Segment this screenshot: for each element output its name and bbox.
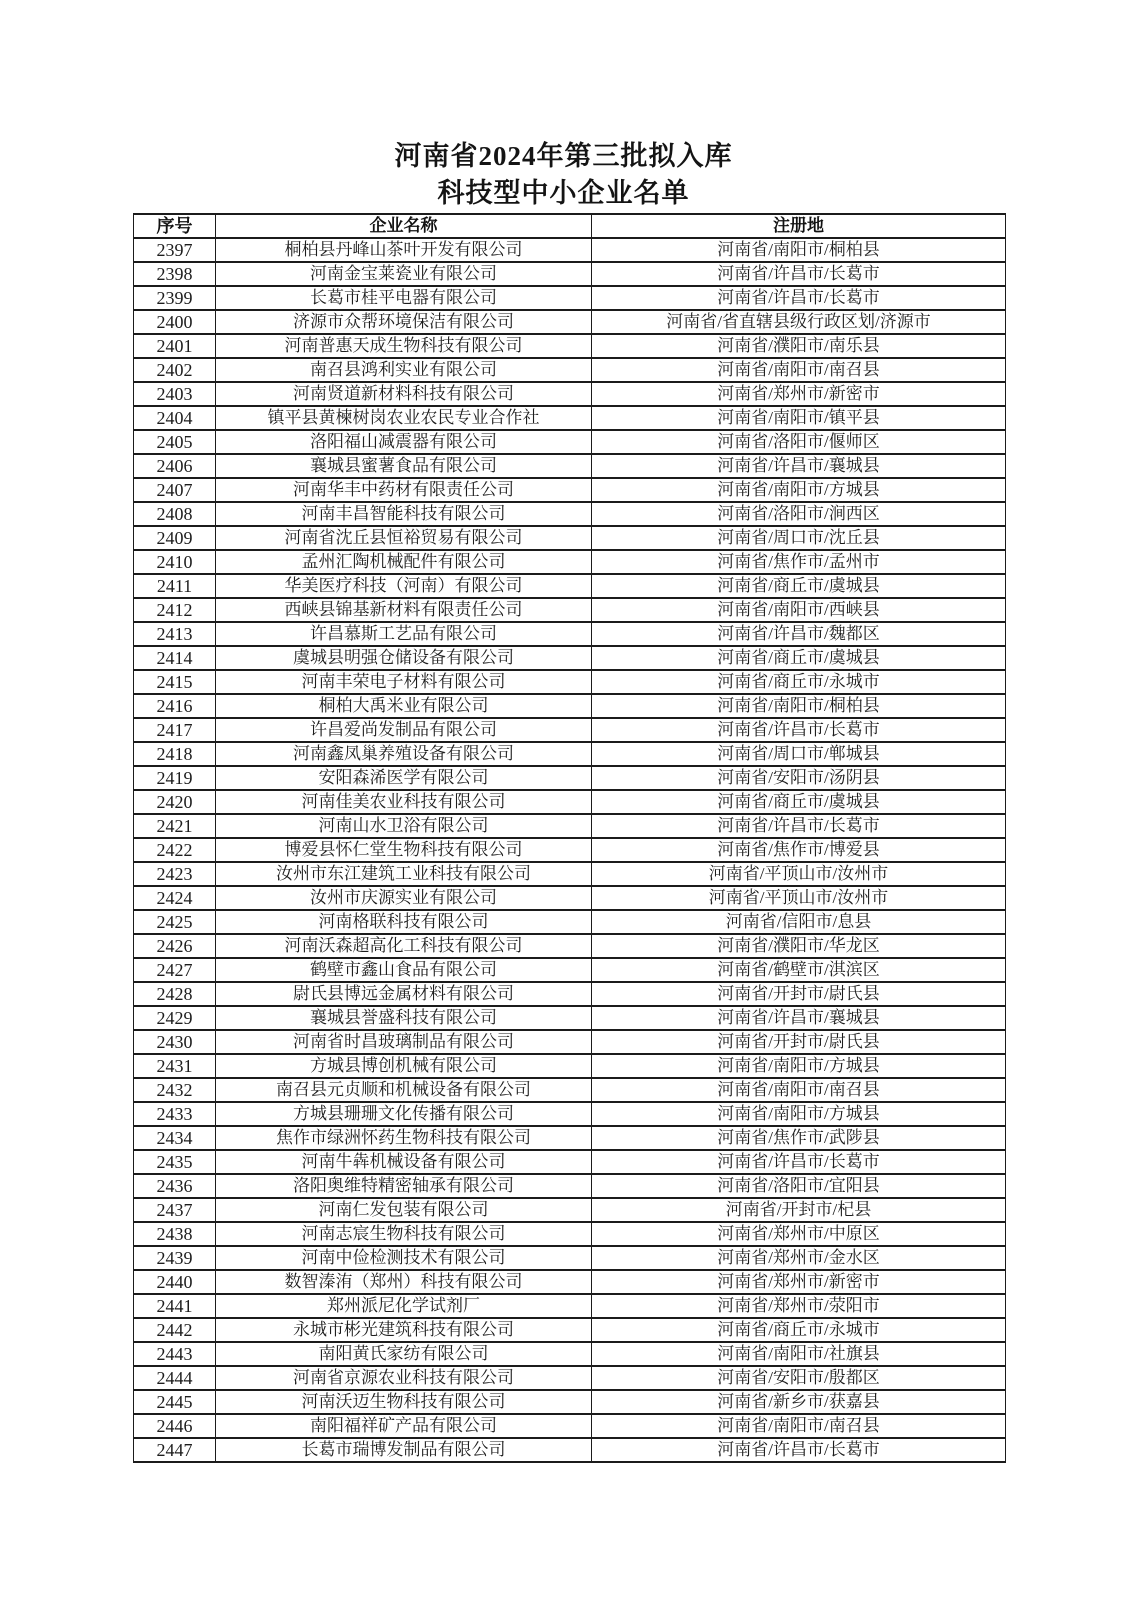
row-company-name: 华美医疗科技（河南）有限公司	[216, 574, 592, 598]
row-company-name: 洛阳福山减震器有限公司	[216, 430, 592, 454]
table-row	[134, 382, 1006, 406]
table-header-row	[134, 214, 1006, 238]
table-row	[134, 358, 1006, 382]
row-company-name: 数智溱洧（郑州）科技有限公司	[216, 1270, 592, 1294]
row-registration-location: 河南省/商丘市/虞城县	[592, 574, 1006, 598]
row-registration-location: 河南省/南阳市/方城县	[592, 478, 1006, 502]
row-company-name: 河南省沈丘县恒裕贸易有限公司	[216, 526, 592, 550]
row-registration-location: 河南省/郑州市/荥阳市	[592, 1294, 1006, 1318]
row-serial-number: 2416	[134, 694, 216, 718]
row-registration-location: 河南省/开封市/杞县	[592, 1198, 1006, 1222]
row-company-name: 河南贤道新材料科技有限公司	[216, 382, 592, 406]
row-company-name: 济源市众帮环境保洁有限公司	[216, 310, 592, 334]
row-registration-location: 河南省/商丘市/虞城县	[592, 646, 1006, 670]
company-list-table	[133, 213, 1006, 1463]
row-serial-number: 2441	[134, 1294, 216, 1318]
row-registration-location: 河南省/郑州市/新密市	[592, 382, 1006, 406]
row-company-name: 方城县博创机械有限公司	[216, 1054, 592, 1078]
row-registration-location: 河南省/周口市/郸城县	[592, 742, 1006, 766]
row-serial-number: 2414	[134, 646, 216, 670]
row-serial-number: 2436	[134, 1174, 216, 1198]
row-serial-number: 2410	[134, 550, 216, 574]
row-registration-location: 河南省/信阳市/息县	[592, 910, 1006, 934]
page-title-line1: 河南省2024年第三批拟入库	[394, 141, 733, 171]
row-serial-number: 2443	[134, 1342, 216, 1366]
row-registration-location: 河南省/濮阳市/南乐县	[592, 334, 1006, 358]
row-serial-number: 2428	[134, 982, 216, 1006]
table-body	[134, 238, 1006, 1462]
row-registration-location: 河南省/焦作市/武陟县	[592, 1126, 1006, 1150]
row-registration-location: 河南省/商丘市/永城市	[592, 1318, 1006, 1342]
row-serial-number: 2418	[134, 742, 216, 766]
row-serial-number: 2427	[134, 958, 216, 982]
table-row	[134, 1318, 1006, 1342]
table-row	[134, 646, 1006, 670]
row-company-name: 西峡县锦基新材料有限责任公司	[216, 598, 592, 622]
row-company-name: 汝州市东江建筑工业科技有限公司	[216, 862, 592, 886]
row-company-name: 南召县元贞顺和机械设备有限公司	[216, 1078, 592, 1102]
row-serial-number: 2420	[134, 790, 216, 814]
table-row	[134, 1414, 1006, 1438]
table-row	[134, 1342, 1006, 1366]
row-serial-number: 2411	[134, 574, 216, 598]
row-registration-location: 河南省/商丘市/永城市	[592, 670, 1006, 694]
row-registration-location: 河南省/南阳市/方城县	[592, 1054, 1006, 1078]
row-serial-number: 2407	[134, 478, 216, 502]
row-serial-number: 2417	[134, 718, 216, 742]
row-registration-location: 河南省/南阳市/南召县	[592, 358, 1006, 382]
row-company-name: 长葛市瑞博发制品有限公司	[216, 1438, 592, 1462]
table-row	[134, 1366, 1006, 1390]
row-serial-number: 2440	[134, 1270, 216, 1294]
row-registration-location: 河南省/商丘市/虞城县	[592, 790, 1006, 814]
row-company-name: 河南佳美农业科技有限公司	[216, 790, 592, 814]
table-row	[134, 622, 1006, 646]
table-row	[134, 886, 1006, 910]
row-serial-number: 2437	[134, 1198, 216, 1222]
row-serial-number: 2434	[134, 1126, 216, 1150]
table-row	[134, 550, 1006, 574]
table-row	[134, 286, 1006, 310]
row-registration-location: 河南省/许昌市/长葛市	[592, 718, 1006, 742]
table-row	[134, 838, 1006, 862]
row-registration-location: 河南省/濮阳市/华龙区	[592, 934, 1006, 958]
row-company-name: 河南志宸生物科技有限公司	[216, 1222, 592, 1246]
row-registration-location: 河南省/许昌市/长葛市	[592, 1438, 1006, 1462]
row-company-name: 许昌慕斯工艺品有限公司	[216, 622, 592, 646]
row-registration-location: 河南省/安阳市/汤阴县	[592, 766, 1006, 790]
row-serial-number: 2430	[134, 1030, 216, 1054]
row-company-name: 桐柏县丹峰山茶叶开发有限公司	[216, 238, 592, 262]
row-registration-location: 河南省/南阳市/镇平县	[592, 406, 1006, 430]
row-registration-location: 河南省/焦作市/博爱县	[592, 838, 1006, 862]
table-row	[134, 790, 1006, 814]
row-registration-location: 河南省/开封市/尉氏县	[592, 982, 1006, 1006]
row-registration-location: 河南省/许昌市/襄城县	[592, 454, 1006, 478]
table-row	[134, 454, 1006, 478]
row-registration-location: 河南省/省直辖县级行政区划/济源市	[592, 310, 1006, 334]
table-row	[134, 1174, 1006, 1198]
row-serial-number: 2444	[134, 1366, 216, 1390]
row-registration-location: 河南省/平顶山市/汝州市	[592, 886, 1006, 910]
row-serial-number: 2408	[134, 502, 216, 526]
row-serial-number: 2405	[134, 430, 216, 454]
row-serial-number: 2446	[134, 1414, 216, 1438]
row-serial-number: 2423	[134, 862, 216, 886]
row-registration-location: 河南省/郑州市/金水区	[592, 1246, 1006, 1270]
row-company-name: 河南牛犇机械设备有限公司	[216, 1150, 592, 1174]
row-serial-number: 2413	[134, 622, 216, 646]
row-registration-location: 河南省/南阳市/桐柏县	[592, 238, 1006, 262]
table-row	[134, 1054, 1006, 1078]
table-row	[134, 502, 1006, 526]
row-company-name: 镇平县黄楝树岗农业农民专业合作社	[216, 406, 592, 430]
table-row	[134, 1246, 1006, 1270]
row-company-name: 焦作市绿洲怀药生物科技有限公司	[216, 1126, 592, 1150]
table-row	[134, 1294, 1006, 1318]
row-company-name: 许昌爱尚发制品有限公司	[216, 718, 592, 742]
table-row	[134, 574, 1006, 598]
row-registration-location: 河南省/南阳市/方城县	[592, 1102, 1006, 1126]
row-serial-number: 2412	[134, 598, 216, 622]
row-registration-location: 河南省/许昌市/长葛市	[592, 1150, 1006, 1174]
row-company-name: 河南金宝莱瓷业有限公司	[216, 262, 592, 286]
row-registration-location: 河南省/许昌市/长葛市	[592, 814, 1006, 838]
row-company-name: 河南省时昌玻璃制品有限公司	[216, 1030, 592, 1054]
table-row	[134, 862, 1006, 886]
table-row	[134, 1438, 1006, 1462]
row-company-name: 河南鑫凤巢养殖设备有限公司	[216, 742, 592, 766]
row-company-name: 河南省京源农业科技有限公司	[216, 1366, 592, 1390]
table-row	[134, 406, 1006, 430]
row-serial-number: 2397	[134, 238, 216, 262]
row-company-name: 博爱县怀仁堂生物科技有限公司	[216, 838, 592, 862]
row-registration-location: 河南省/新乡市/获嘉县	[592, 1390, 1006, 1414]
row-serial-number: 2432	[134, 1078, 216, 1102]
table-row	[134, 694, 1006, 718]
row-serial-number: 2419	[134, 766, 216, 790]
row-company-name: 洛阳奥维特精密轴承有限公司	[216, 1174, 592, 1198]
row-company-name: 南阳黄氏家纺有限公司	[216, 1342, 592, 1366]
table-row	[134, 334, 1006, 358]
table-row	[134, 430, 1006, 454]
row-company-name: 虞城县明强仓储设备有限公司	[216, 646, 592, 670]
table-row	[134, 598, 1006, 622]
row-registration-location: 河南省/鹤壁市/淇滨区	[592, 958, 1006, 982]
row-company-name: 河南沃迈生物科技有限公司	[216, 1390, 592, 1414]
row-registration-location: 河南省/南阳市/南召县	[592, 1078, 1006, 1102]
row-serial-number: 2422	[134, 838, 216, 862]
table-row	[134, 238, 1006, 262]
row-serial-number: 2438	[134, 1222, 216, 1246]
row-company-name: 河南格联科技有限公司	[216, 910, 592, 934]
row-registration-location: 河南省/平顶山市/汝州市	[592, 862, 1006, 886]
row-company-name: 桐柏大禹米业有限公司	[216, 694, 592, 718]
row-registration-location: 河南省/安阳市/殷都区	[592, 1366, 1006, 1390]
table-row	[134, 1222, 1006, 1246]
table-row	[134, 1270, 1006, 1294]
row-serial-number: 2433	[134, 1102, 216, 1126]
table-row	[134, 1078, 1006, 1102]
table-row	[134, 1006, 1006, 1030]
table-row	[134, 262, 1006, 286]
row-serial-number: 2426	[134, 934, 216, 958]
table-row	[134, 742, 1006, 766]
page-title	[133, 138, 994, 212]
row-serial-number: 2425	[134, 910, 216, 934]
row-serial-number: 2442	[134, 1318, 216, 1342]
row-serial-number: 2402	[134, 358, 216, 382]
row-company-name: 河南丰昌智能科技有限公司	[216, 502, 592, 526]
row-registration-location: 河南省/南阳市/南召县	[592, 1414, 1006, 1438]
table-row	[134, 478, 1006, 502]
row-company-name: 尉氏县博远金属材料有限公司	[216, 982, 592, 1006]
header-serial-number: 序号	[134, 214, 216, 238]
row-serial-number: 2403	[134, 382, 216, 406]
row-company-name: 郑州派尼化学试剂厂	[216, 1294, 592, 1318]
table-row	[134, 1390, 1006, 1414]
table-row	[134, 934, 1006, 958]
row-registration-location: 河南省/洛阳市/偃师区	[592, 430, 1006, 454]
table-row	[134, 910, 1006, 934]
row-serial-number: 2398	[134, 262, 216, 286]
row-serial-number: 2404	[134, 406, 216, 430]
row-serial-number: 2424	[134, 886, 216, 910]
row-company-name: 河南中俭检测技术有限公司	[216, 1246, 592, 1270]
row-serial-number: 2429	[134, 1006, 216, 1030]
row-registration-location: 河南省/开封市/尉氏县	[592, 1030, 1006, 1054]
row-registration-location: 河南省/焦作市/孟州市	[592, 550, 1006, 574]
row-company-name: 孟州汇陶机械配件有限公司	[216, 550, 592, 574]
table-row	[134, 1126, 1006, 1150]
page-title-line2: 科技型中小企业名单	[437, 178, 690, 208]
row-registration-location: 河南省/许昌市/魏都区	[592, 622, 1006, 646]
table-row	[134, 718, 1006, 742]
row-registration-location: 河南省/南阳市/西峡县	[592, 598, 1006, 622]
row-registration-location: 河南省/洛阳市/涧西区	[592, 502, 1006, 526]
row-company-name: 南阳福祥矿产品有限公司	[216, 1414, 592, 1438]
row-company-name: 方城县珊珊文化传播有限公司	[216, 1102, 592, 1126]
row-registration-location: 河南省/周口市/沈丘县	[592, 526, 1006, 550]
row-serial-number: 2439	[134, 1246, 216, 1270]
row-company-name: 襄城县蜜薯食品有限公司	[216, 454, 592, 478]
table-row	[134, 310, 1006, 334]
row-registration-location: 河南省/许昌市/长葛市	[592, 286, 1006, 310]
table-row	[134, 958, 1006, 982]
table-row	[134, 670, 1006, 694]
row-serial-number: 2401	[134, 334, 216, 358]
row-company-name: 鹤壁市鑫山食品有限公司	[216, 958, 592, 982]
table-row	[134, 982, 1006, 1006]
row-company-name: 汝州市庆源实业有限公司	[216, 886, 592, 910]
row-serial-number: 2421	[134, 814, 216, 838]
row-registration-location: 河南省/郑州市/中原区	[592, 1222, 1006, 1246]
row-serial-number: 2415	[134, 670, 216, 694]
row-company-name: 河南丰荣电子材料有限公司	[216, 670, 592, 694]
table-row	[134, 526, 1006, 550]
table-row	[134, 1198, 1006, 1222]
row-company-name: 永城市彬光建筑科技有限公司	[216, 1318, 592, 1342]
row-company-name: 河南华丰中药材有限责任公司	[216, 478, 592, 502]
header-registration-location: 注册地	[592, 214, 1006, 238]
row-company-name: 安阳森浠医学有限公司	[216, 766, 592, 790]
row-company-name: 河南山水卫浴有限公司	[216, 814, 592, 838]
table-row	[134, 1150, 1006, 1174]
row-serial-number: 2399	[134, 286, 216, 310]
table-row	[134, 1030, 1006, 1054]
table-row	[134, 766, 1006, 790]
row-company-name: 长葛市桂平电器有限公司	[216, 286, 592, 310]
row-registration-location: 河南省/南阳市/社旗县	[592, 1342, 1006, 1366]
row-registration-location: 河南省/郑州市/新密市	[592, 1270, 1006, 1294]
row-serial-number: 2409	[134, 526, 216, 550]
row-serial-number: 2400	[134, 310, 216, 334]
header-company-name: 企业名称	[216, 214, 592, 238]
row-company-name: 河南仁发包装有限公司	[216, 1198, 592, 1222]
row-serial-number: 2447	[134, 1438, 216, 1462]
row-company-name: 河南普惠天成生物科技有限公司	[216, 334, 592, 358]
row-registration-location: 河南省/许昌市/襄城县	[592, 1006, 1006, 1030]
table-row	[134, 814, 1006, 838]
row-serial-number: 2435	[134, 1150, 216, 1174]
row-company-name: 河南沃森超高化工科技有限公司	[216, 934, 592, 958]
row-serial-number: 2406	[134, 454, 216, 478]
row-serial-number: 2431	[134, 1054, 216, 1078]
row-registration-location: 河南省/南阳市/桐柏县	[592, 694, 1006, 718]
row-registration-location: 河南省/洛阳市/宜阳县	[592, 1174, 1006, 1198]
row-serial-number: 2445	[134, 1390, 216, 1414]
row-registration-location: 河南省/许昌市/长葛市	[592, 262, 1006, 286]
row-company-name: 南召县鸿利实业有限公司	[216, 358, 592, 382]
row-company-name: 襄城县誉盛科技有限公司	[216, 1006, 592, 1030]
table-row	[134, 1102, 1006, 1126]
